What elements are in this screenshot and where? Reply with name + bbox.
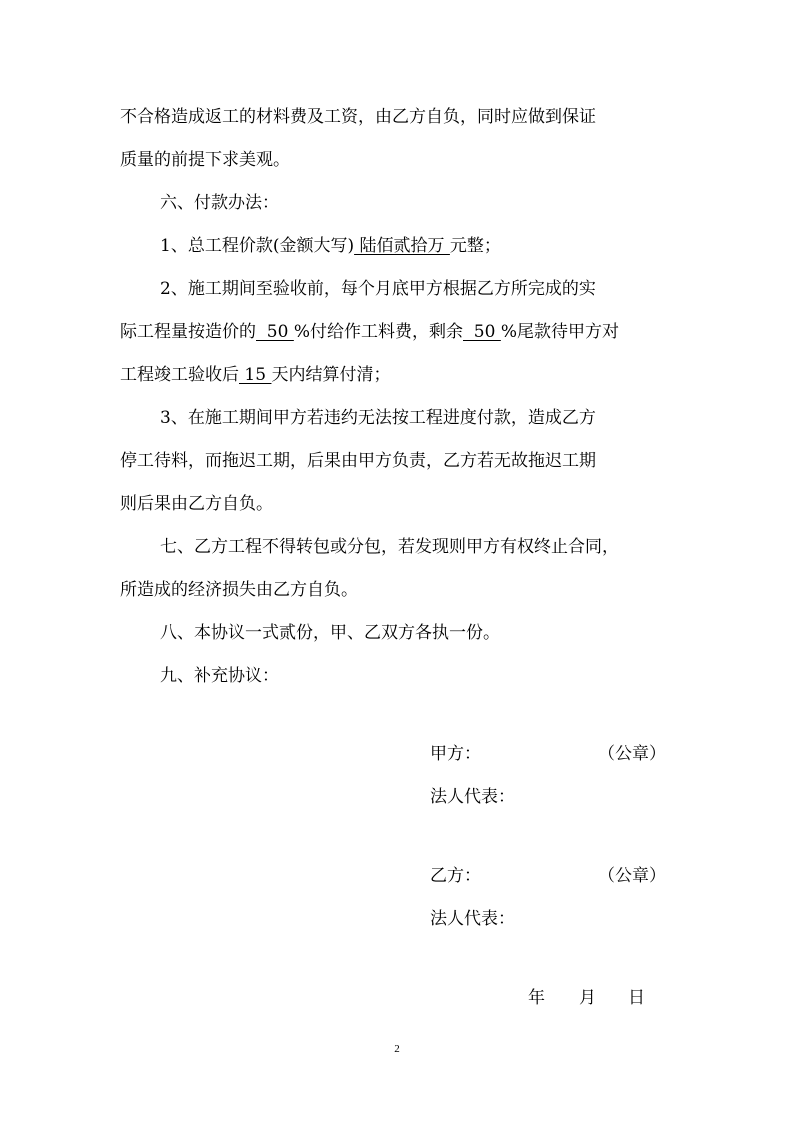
date-month: 月 (579, 988, 596, 1008)
payment-item-2-line3 (120, 364, 390, 386)
item2-text-d: 工程竣工验收后 (120, 365, 239, 385)
remaining-percent: 50 (463, 322, 501, 342)
item2-text-e: 天内结算付清； (271, 365, 391, 385)
item2-text-b: %付给作工料费，剩余 (293, 322, 463, 342)
payment-item-2-line1: 2、施工期间至验收前，每个月底甲方根据乙方所完成的实 (160, 279, 596, 299)
paragraph-line: 质量的前提下求美观。 (120, 150, 290, 170)
item1-prefix: 1、总工程价款(金额大写) (160, 236, 355, 256)
payment-item-3-line1: 3、在施工期间甲方若违约无法按工程进度付款，造成乙方 (160, 408, 596, 428)
payment-item-3-line3: 则后果由乙方自负。 (120, 494, 273, 514)
settlement-days: 15 (239, 365, 272, 385)
payment-item-2-line2 (120, 321, 619, 343)
page-number: 2 (394, 1043, 400, 1055)
section-7-line1: 七、乙方工程不得转包或分包，若发现则甲方有权终止合同， (160, 537, 619, 557)
section-8: 八、本协议一式贰份，甲、乙双方各执一份。 (160, 623, 500, 643)
party-a-representative: 法人代表： (430, 787, 515, 807)
item2-text-c: %尾款待甲方对 (500, 322, 619, 342)
payment-item-3-line2: 停工待料，而拖迟工期，后果由甲方负责，乙方若无故拖迟工期 (120, 451, 596, 471)
first-payment-percent: 50 (256, 322, 294, 342)
payment-item-1 (160, 235, 501, 257)
item2-text-a: 际工程量按造价的 (120, 322, 256, 342)
party-b-seal: （公章） (598, 866, 666, 886)
party-b-representative: 法人代表： (430, 909, 515, 929)
total-amount-value: 陆佰贰拾万 (354, 236, 450, 256)
party-b-label: 乙方： (430, 866, 481, 886)
paragraph-line: 不合格造成返工的材料费及工资，由乙方自负，同时应做到保证 (120, 107, 596, 127)
date-year: 年 (528, 988, 545, 1008)
party-a-label: 甲方： (430, 744, 481, 764)
section-9-heading: 九、补充协议： (160, 666, 279, 686)
section-7-line2: 所造成的经济损失由乙方自负。 (120, 580, 358, 600)
item1-suffix: 元整； (449, 236, 501, 256)
section-6-heading: 六、付款办法： (160, 193, 279, 213)
party-a-seal: （公章） (598, 744, 666, 764)
date-day: 日 (628, 988, 645, 1008)
